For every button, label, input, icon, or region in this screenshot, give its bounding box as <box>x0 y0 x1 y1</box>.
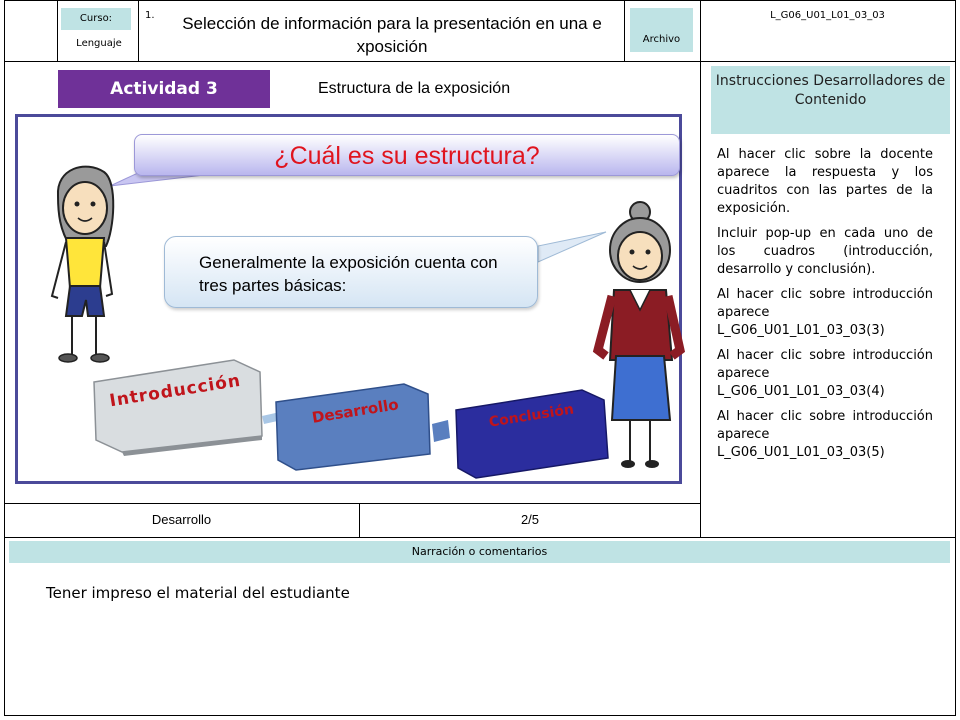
table-divider-v4 <box>700 0 701 538</box>
answer-bubble-tail <box>538 232 606 262</box>
course-value: Lenguaje <box>76 38 122 49</box>
table-border-bottom <box>4 715 956 716</box>
file-label: Archivo <box>630 8 693 52</box>
instructions-title: Instrucciones Desarrolladores de Contenido <box>711 66 950 134</box>
development-box <box>276 384 430 470</box>
activity-subtitle: Estructura de la exposición <box>318 80 511 97</box>
instruction-paragraph: Incluir pop-up en cada uno de los cuadros (introducción, desarrollo y conclusión). <box>717 226 933 277</box>
instruction-paragraph: Al hacer clic sobre introducción aparece L_G06_U01_L01_03_03(4) <box>717 348 933 399</box>
instruction-paragraph: Al hacer clic sobre introducción aparece L_G06_U01_L01_03_03(3) <box>717 287 933 338</box>
development-label: Desarrollo <box>310 395 400 427</box>
arrow-2 <box>432 420 450 442</box>
course-label: Curso: <box>61 8 131 30</box>
instructions-body <box>717 146 933 469</box>
student-girl-figure <box>52 167 113 362</box>
question-bubble[interactable]: ¿Cuál es su estructura? <box>134 134 680 176</box>
narration-text: Tener impreso el material del estudiante <box>46 584 350 602</box>
conclusion-box <box>456 390 608 478</box>
section-name: Desarrollo <box>151 512 212 527</box>
conclusion-label: Conclusión <box>487 401 575 431</box>
answer-bubble: Generalmente la exposición cuenta con tres partes básicas: <box>164 236 538 308</box>
page-title: Selección de información para la presentación en una exposición <box>182 14 602 56</box>
table-border-right <box>955 0 956 716</box>
row-number: 1. <box>145 10 155 21</box>
instruction-paragraph: Al hacer clic sobre introducción aparece L_G06_U01_L01_03_03(5) <box>717 409 933 460</box>
activity-badge: Actividad 3 <box>58 70 270 108</box>
page-indicator: 2/5 <box>520 512 540 527</box>
table-divider-narration <box>4 537 956 538</box>
file-code: L_G06_U01_L01_03_03 <box>770 10 885 21</box>
table-divider-footer <box>4 503 700 504</box>
narration-label: Narración o comentarios <box>9 541 950 563</box>
teacher-figure <box>598 202 680 468</box>
instruction-paragraph: Al hacer clic sobre la docente aparece la respuesta y los cuadritos con las partes de la exposición. <box>717 147 933 216</box>
intro-label: Introducción <box>108 370 243 412</box>
